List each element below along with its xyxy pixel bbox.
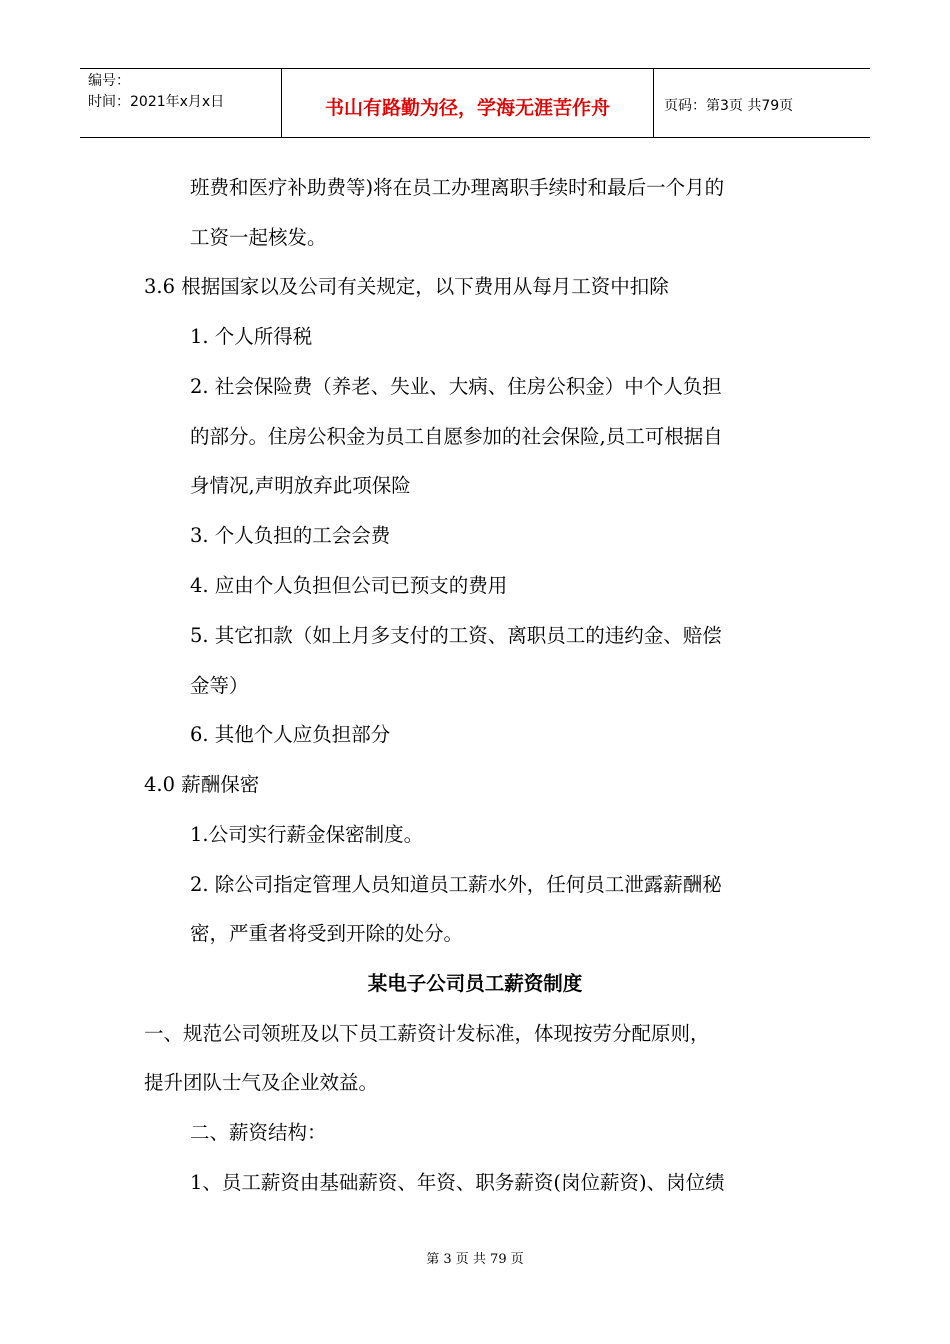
- document-title: 某电子公司员工薪资制度: [367, 972, 583, 995]
- list-item: 3. 个人负担的工会会费: [190, 524, 391, 547]
- list-item: 1. 个人所得税: [190, 325, 313, 348]
- paragraph-line: 1、员工薪资由基础薪资、年资、职务薪资(岗位薪资)、岗位绩: [190, 1171, 725, 1194]
- paragraph-line: 提升团队士气及企业效益。: [144, 1071, 379, 1094]
- header-page-info: 页码：第3页 共79页: [664, 98, 794, 114]
- list-item-continuation: 的部分。住房公积金为员工自愿参加的社会保险,员工可根据自: [190, 425, 723, 448]
- list-item: 5. 其它扣款（如上月多支付的工资、离职员工的违约金、赔偿: [190, 624, 722, 647]
- list-item-continuation: 密，严重者将受到开除的处分。: [190, 922, 464, 945]
- list-item: 4. 应由个人负担但公司已预支的费用: [190, 574, 508, 597]
- paragraph-line: 班费和医疗补助费等)将在员工办理离职手续时和最后一个月的: [190, 176, 725, 199]
- list-item: 2. 社会保险费（养老、失业、大病、住房公积金）中个人负担: [190, 375, 722, 398]
- list-item: 2. 除公司指定管理人员知道员工薪水外，任何员工泄露薪酬秘: [190, 873, 722, 896]
- header-meta: [80, 69, 282, 137]
- list-item-continuation: 金等）: [190, 674, 249, 697]
- section-heading-4-0: 4.0 薪酬保密: [144, 773, 260, 796]
- section-heading-3-6: 3.6 根据国家以及公司有关规定，以下费用从每月工资中扣除: [144, 275, 669, 298]
- list-item: 1.公司实行薪金保密制度。: [190, 823, 424, 846]
- list-item-continuation: 身情况,声明放弃此项保险: [190, 474, 411, 497]
- paragraph-line: 工资一起核发。: [190, 226, 327, 249]
- header-motto: 书山有路勤为径，学海无涯苦作舟: [282, 69, 654, 137]
- paragraph-line: 一、规范公司领班及以下员工薪资计发标准，体现按劳分配原则，: [144, 1022, 710, 1045]
- page-header: [80, 68, 870, 138]
- list-item: 6. 其他个人应负担部分: [190, 723, 391, 746]
- subsection-heading: 二、薪资结构：: [190, 1121, 327, 1144]
- header-time-label: 时间：2021年x月x日: [88, 94, 225, 110]
- header-number-label: 编号：: [88, 73, 130, 89]
- page-footer: 第 3 页 共 79 页: [426, 1252, 524, 1267]
